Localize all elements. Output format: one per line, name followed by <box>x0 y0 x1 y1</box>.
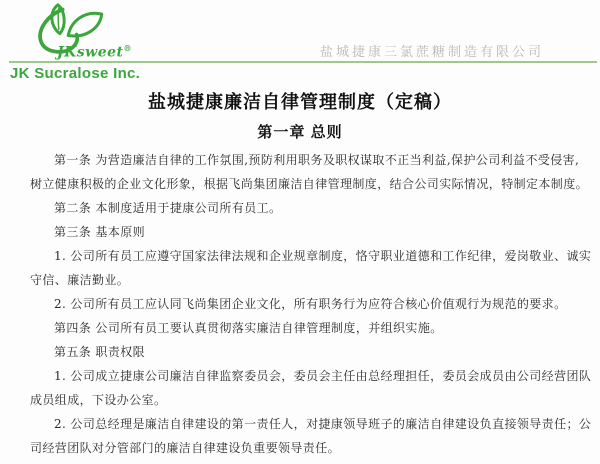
document-line: 成员组成，下设办公室。 <box>30 393 167 407</box>
document-line: 第四条 公司所有员工要认真贯彻落实廉洁自律管理制度，并组织实施。 <box>54 321 443 335</box>
document-body <box>30 148 592 460</box>
document-line: 树立健康积极的企业文化形象，根据飞尚集团廉洁自律管理制度，结合公司实际情况，特制定本制度。 <box>30 177 589 191</box>
document-line: 1. 公司成立捷康公司廉洁自律监察委员会，委员会主任由总经理担任，委员会成员由公司经营团队 <box>54 369 592 383</box>
document-line: 2. 公司所有员工应认同飞尚集团企业文化，所有职务行为应符合核心价值观行为规范的要求。 <box>54 297 567 311</box>
brand-name: JKsweet <box>57 44 124 61</box>
document-line: 第一条 为营造廉洁自律的工作氛围,预防利用职务及职权谋取不正当利益,保护公司利益不受侵害, <box>54 153 580 167</box>
chapter-heading: 第一章 总则 <box>257 124 343 141</box>
document-line: 第五条 职责权限 <box>54 345 146 359</box>
registered-mark: ® <box>123 43 133 53</box>
document-line: 1. 公司所有员工应遵守国家法律法规和企业规章制度，恪守职业道德和工作纪律，爱岗敬业、诚实 <box>54 249 592 263</box>
document-line: 守信、廉洁勤业。 <box>30 273 130 287</box>
document-title: 盐城捷康廉洁自律管理制度（定稿） <box>148 92 452 112</box>
document-line: 第三条 基本原则 <box>54 225 146 239</box>
brand-wordmark <box>57 43 132 61</box>
document-line: 第二条 本制度适用于捷康公司所有员工。 <box>54 201 282 215</box>
company-name-chinese: 盐城捷康三氯蔗糖制造有限公司 <box>319 45 544 60</box>
document-line: 司经营团队对分管部门的廉洁自律建设负重要领导责任。 <box>30 441 341 455</box>
company-name-english: JK Sucralose Inc. <box>10 65 141 82</box>
header-divider <box>9 61 597 63</box>
document-line: 2. 公司总经理是廉洁自律建设的第一责任人，对捷康领导班子的廉洁自律建设负直接领导责任；公 <box>54 417 592 431</box>
